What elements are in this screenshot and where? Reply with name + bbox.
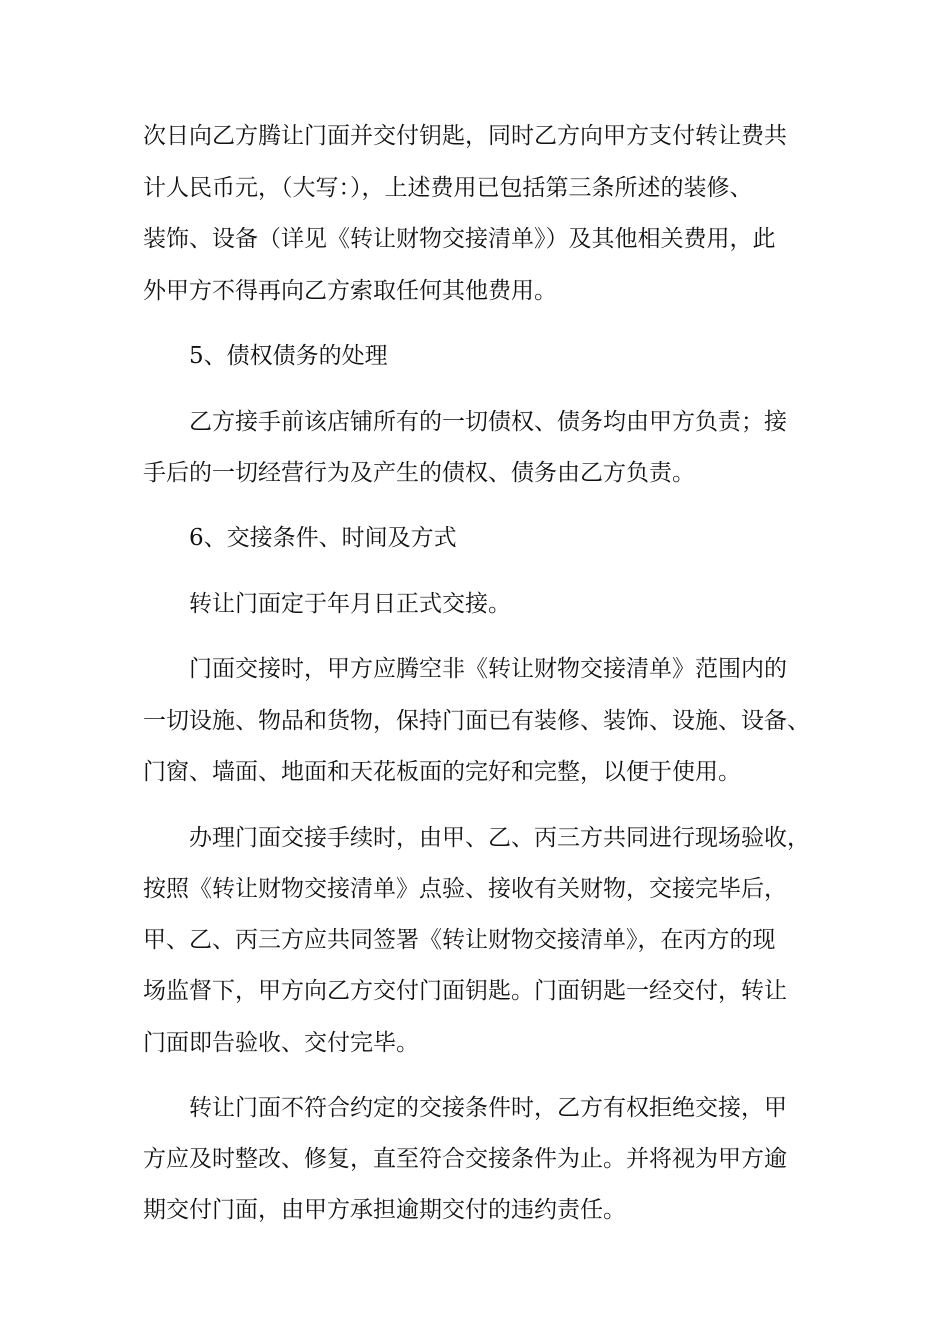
paragraph-line: 转让门面不符合约定的交接条件时，乙方有权拒绝交接，甲 [189,1095,787,1121]
paragraph-line: 甲、乙、丙三方应共同签署《转让财物交接清单》，在丙方的现 [143,927,776,953]
paragraph-line: 场监督下，甲方向乙方交付门面钥匙。门面钥匙一经交付，转让 [143,978,787,1004]
paragraph-line: 乙方接手前该店铺所有的一切债权、债务均由甲方负责；接 [189,409,787,435]
paragraph-line: 手后的一切经营行为及产生的债权、债务由乙方负责。 [143,460,695,486]
paragraph-line: 门面即告验收、交付完毕。 [143,1030,419,1056]
paragraph-line: 办理门面交接手续时，由甲、乙、丙三方共同进行现场验收， [189,825,810,851]
paragraph-line: 转让门面定于年月日正式交接。 [189,591,511,617]
paragraph-line: 门窗、墙面、地面和天花板面的完好和完整，以便于使用。 [143,759,741,785]
paragraph-line: 期交付门面，由甲方承担逾期交付的违约责任。 [143,1197,626,1223]
paragraph-line: 门面交接时，甲方应腾空非《转让财物交接清单》范围内的 [189,656,787,682]
section-heading: 6、交接条件、时间及方式 [189,525,457,551]
paragraph-line: 方应及时整改、修复，直至符合交接条件为止。并将视为甲方逾 [143,1146,787,1172]
paragraph-line: 一切设施、物品和货物，保持门面已有装修、装饰、设施、设备、 [143,708,810,734]
section-heading: 5、债权债务的处理 [189,343,388,369]
paragraph-line: 外甲方不得再向乙方索取任何其他费用。 [143,278,557,304]
paragraph-line: 装饰、设备（详见《转让财物交接清单》）及其他相关费用，此 [143,226,776,252]
paragraph-line: 次日向乙方腾让门面并交付钥匙，同时乙方向甲方支付转让费共 [143,123,787,149]
paragraph-line: 计人民币元，（大写：），上述费用已包括第三条所述的装修、 [143,175,753,201]
paragraph-line: 按照《转让财物交接清单》点验、接收有关财物，交接完毕后， [143,876,787,902]
